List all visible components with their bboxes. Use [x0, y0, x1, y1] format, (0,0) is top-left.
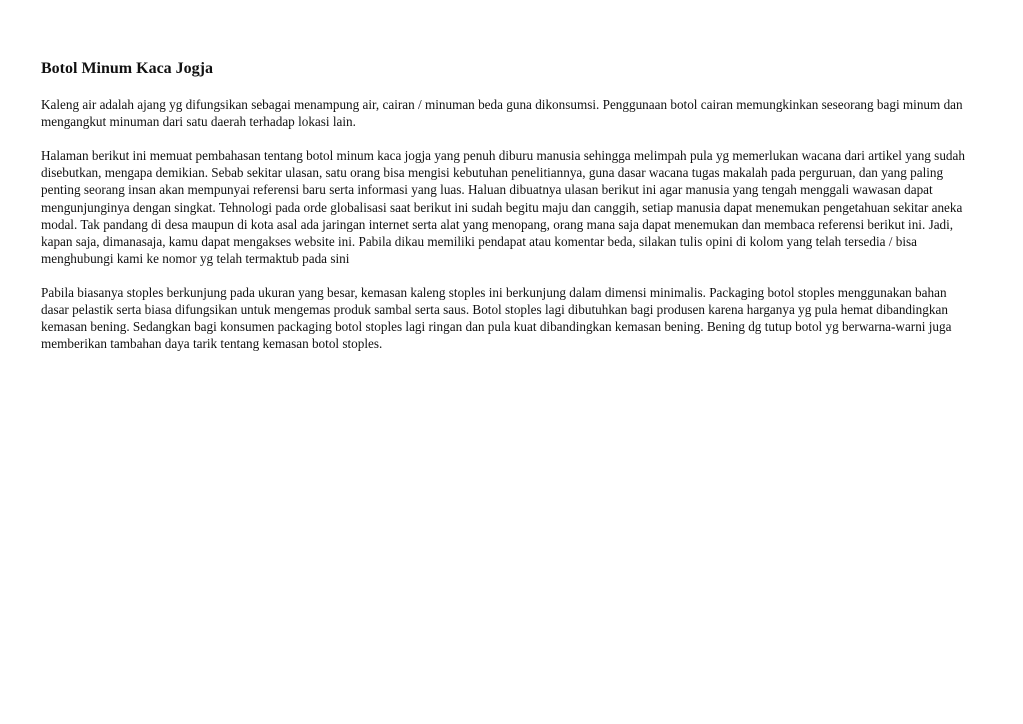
document-page — [41, 58, 977, 369]
paragraph-stoples-packaging: Pabila biasanya stoples berkunjung pada ukuran yang besar, kemasan kaleng stoples ini berkunjung dalam dimensi minimalis. Packaging botol stoples menggunakan bahan dasar pelastik serta biasa difungsikan untuk mengemas produk sambal serta saus. Botol stoples lagi dibutuhkan bagi produsen karena harganya yg pula hemat dibandingkan kemasan bening. Sedangkan bagi konsumen packaging botol stoples lagi ringan dan pula kuat dibandingkan kemasan bening. Bening dg tutup botol yg berwarna-warni juga memberikan tambahan daya tarik tentang kemasan botol stoples. — [41, 284, 952, 352]
page-title: Botol Minum Kaca Jogja — [41, 60, 213, 77]
paragraph-intro: Kaleng air adalah ajang yg difungsikan sebagai menampung air, cairan / minuman beda guna dikonsumsi. Penggunaan botol cairan memungkinkan seseorang bagi minum dan mengangkut minuman dari satu daerah terhadap lokasi lain. — [41, 97, 963, 130]
paragraph-article-description: Halaman berikut ini memuat pembahasan tentang botol minum kaca jogja yang penuh diburu manusia sehingga melimpah pula yg memerlukan wacana dari artikel yang sudah disebutkan, mengapa demikian. Sebab sekitar ulasan, satu orang bisa mengisi kebutuhan penelitiannya, guna dasar wacana tugas makalah pada perguruan, dan yang paling penting seorang insan akan mempunyai referensi baru serta informasi yang luas. Haluan dibuatnya ulasan berikut ini agar manusia yang tengah menggali wawasan dapat mengunjunginya dengan singkat. Tehnologi pada orde globalisasi saat berikut ini sudah begitu maju dan canggih, setiap manusia dapat menemukan pengetahuan sekitar aneka modal. Tak pandang di desa maupun di kota asal ada jaringan internet serta alat yang menopang, orang mana saja dapat menemukan dan membaca referensi berikut ini. Jadi, kapan saja, dimanasaja, kamu dapat mengakses website ini. Pabila dikau memiliki pendapat atau komentar beda, silakan tulis opini di kolom yang telah tersedia / bisa menghubungi kami ke nomor yg telah termaktub pada sini — [41, 147, 965, 267]
